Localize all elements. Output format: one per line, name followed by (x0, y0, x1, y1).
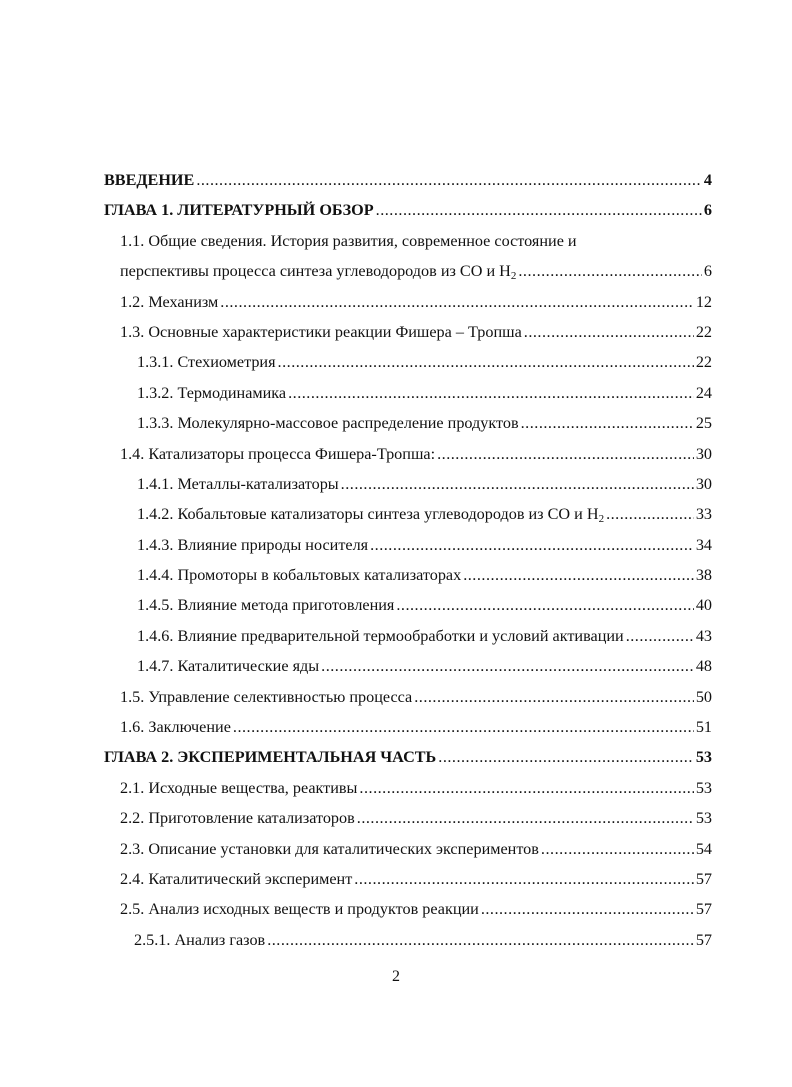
toc-entry-label: 2.3. Описание установки для каталитических экспериментов (120, 839, 539, 858)
toc-entry (104, 229, 712, 259)
toc-entry-label: 1.4.1. Металлы-катализаторы (137, 474, 339, 493)
toc-entry-title (134, 928, 265, 952)
toc-entry-title (120, 867, 352, 891)
dot-leader (359, 776, 693, 800)
dot-leader (233, 715, 694, 739)
toc-entry-page: 57 (695, 869, 712, 888)
toc-entry (104, 320, 712, 350)
toc-entry (104, 776, 712, 806)
toc-entry-label: перспективы процесса синтеза углеводородов из СО и H (120, 262, 511, 281)
toc-entry (104, 411, 712, 441)
toc-entry-page: 54 (695, 839, 712, 858)
toc-entry-label: 1.5. Управление селективностью процесса (120, 687, 413, 706)
toc-entry-label: 1.3.2. Термодинамика (137, 383, 287, 402)
page-number: 2 (392, 968, 400, 985)
dot-leader (481, 897, 694, 921)
toc-entry-label: 2.4. Каталитический эксперимент (120, 869, 353, 888)
toc-entry-page: 57 (695, 930, 712, 949)
toc-entry-page: 53 (695, 778, 712, 797)
toc-entry (104, 563, 712, 593)
toc-entry-title (137, 654, 319, 678)
toc-entry-label: 1.4.3. Влияние природы носителя (137, 535, 369, 554)
dot-leader (626, 624, 694, 648)
toc-entry-page: 30 (695, 444, 712, 463)
toc-entry (104, 745, 712, 775)
toc-entry-page: 50 (695, 687, 712, 706)
toc-entry (104, 198, 712, 228)
dot-leader (321, 654, 694, 678)
toc-entry (104, 837, 712, 867)
dot-leader (278, 350, 694, 374)
toc-entry (104, 685, 712, 715)
toc-entry-title (120, 776, 357, 800)
toc-entry-page: 6 (703, 201, 712, 220)
toc-entry-page: 51 (695, 718, 712, 737)
toc-entry-page: 6 (703, 262, 712, 281)
toc-entry-title (120, 290, 218, 314)
toc-entry-label: 1.3. Основные характеристики реакции Фишера – Тропша (120, 322, 522, 341)
toc-entry-title (137, 502, 604, 526)
toc-entry-label: 1.3.1. Стехиометрия (137, 353, 276, 372)
toc-entry-page: 43 (695, 626, 712, 645)
dot-leader (267, 928, 694, 952)
toc-entry (104, 654, 712, 684)
dot-leader (196, 168, 702, 192)
subscript: 2 (598, 513, 605, 526)
toc-entry (104, 290, 712, 320)
toc-entry-title (104, 168, 194, 192)
toc-entry-label: 2.5. Анализ исходных веществ и продуктов реакции (120, 900, 479, 919)
dot-leader (220, 290, 694, 314)
toc-entry-label: 1.4.4. Промоторы в кобальтовых катализаторах (137, 566, 462, 585)
toc-entry (104, 533, 712, 563)
toc-entry-title (120, 320, 522, 344)
toc-entry-title (137, 624, 624, 648)
toc-entry-label: ВВЕДЕНИЕ (104, 171, 195, 189)
dot-leader (606, 502, 694, 526)
toc-entry-title (120, 806, 355, 830)
table-of-contents (104, 168, 712, 958)
toc-entry-title (120, 685, 412, 709)
subscript: 2 (510, 270, 517, 283)
dot-leader (463, 563, 694, 587)
dot-leader (518, 259, 702, 283)
toc-entry-label: ГЛАВА 1. ЛИТЕРАТУРНЫЙ ОБЗОР (104, 201, 374, 220)
toc-entry-page: 38 (695, 566, 712, 585)
toc-entry-title (137, 381, 286, 405)
toc-entry-title (104, 745, 436, 769)
dot-leader (437, 442, 694, 466)
toc-entry-page: 34 (695, 535, 712, 554)
toc-entry (104, 259, 712, 289)
toc-entry (104, 350, 712, 380)
toc-entry-title (137, 411, 519, 435)
toc-entry-label: 1.4.5. Влияние метода приготовления (137, 596, 395, 615)
toc-entry-page: 30 (695, 474, 712, 493)
toc-entry-title (120, 259, 516, 283)
dot-leader (396, 593, 693, 617)
dot-leader (414, 685, 694, 709)
toc-entry-page: 33 (695, 505, 712, 524)
toc-entry (104, 381, 712, 411)
toc-entry-title (120, 442, 435, 466)
dot-leader (354, 867, 694, 891)
dot-leader (376, 198, 702, 222)
toc-entry (104, 502, 712, 532)
toc-entry-page: 25 (695, 414, 712, 433)
toc-entry-page: 22 (695, 322, 712, 341)
toc-entry-page: 12 (695, 292, 712, 311)
dot-leader (541, 837, 694, 861)
toc-entry-title (137, 593, 394, 617)
toc-entry (104, 715, 712, 745)
toc-entry-page: 57 (695, 900, 712, 919)
toc-entry-label: 1.6. Заключение (120, 718, 231, 737)
toc-entry-page: 22 (695, 353, 712, 372)
toc-entry (104, 168, 712, 198)
toc-entry-label: 2.1. Исходные вещества, реактивы (120, 778, 358, 797)
toc-entry-title (104, 198, 374, 222)
toc-entry (104, 442, 712, 472)
toc-entry-label: ГЛАВА 2. ЭКСПЕРИМЕНТАЛЬНАЯ ЧАСТЬ (104, 748, 437, 767)
toc-entry-label: 1.4.6. Влияние предварительной термообработки и условий активации (137, 626, 624, 645)
toc-entry-label: 1.3.3. Молекулярно-массовое распределение продуктов (137, 414, 519, 433)
toc-entry (104, 593, 712, 623)
toc-entry-title (120, 715, 231, 739)
toc-entry-title (120, 837, 539, 861)
toc-entry-page: 4 (703, 171, 712, 189)
toc-entry (104, 472, 712, 502)
dot-leader (524, 320, 694, 344)
toc-entry-label: 2.2. Приготовление катализаторов (120, 809, 355, 828)
toc-entry-title (137, 472, 339, 496)
toc-entry-title (120, 229, 577, 253)
dot-leader (370, 533, 694, 557)
toc-entry (104, 897, 712, 927)
dot-leader (438, 745, 694, 769)
dot-leader (341, 472, 694, 496)
toc-entry-label: 1.4. Катализаторы процесса Фишера-Тропша: (120, 444, 436, 463)
dot-leader (288, 381, 694, 405)
toc-entry-title (137, 563, 461, 587)
toc-entry-page: 40 (695, 596, 712, 615)
toc-entry-label: 2.5.1. Анализ газов (134, 930, 266, 949)
toc-entry-title (120, 897, 479, 921)
dot-leader (357, 806, 694, 830)
toc-entry-page: 53 (695, 809, 712, 828)
toc-entry-page: 48 (695, 657, 712, 676)
toc-entry (104, 867, 712, 897)
dot-leader (521, 411, 694, 435)
toc-entry-label: 1.2. Механизм (120, 292, 219, 311)
toc-entry-page: 24 (695, 383, 712, 402)
toc-entry (104, 928, 712, 958)
toc-entry-title (137, 350, 276, 374)
toc-entry-label: 1.4.2. Кобальтовые катализаторы синтеза углеводородов из СО и H (137, 505, 599, 524)
toc-entry-label: 1.1. Общие сведения. История развития, современное состояние и (120, 231, 577, 250)
toc-entry-page: 53 (695, 748, 712, 767)
toc-entry (104, 806, 712, 836)
toc-entry-label: 1.4.7. Каталитические яды (137, 657, 320, 676)
toc-entry (104, 624, 712, 654)
toc-entry-title (137, 533, 368, 557)
